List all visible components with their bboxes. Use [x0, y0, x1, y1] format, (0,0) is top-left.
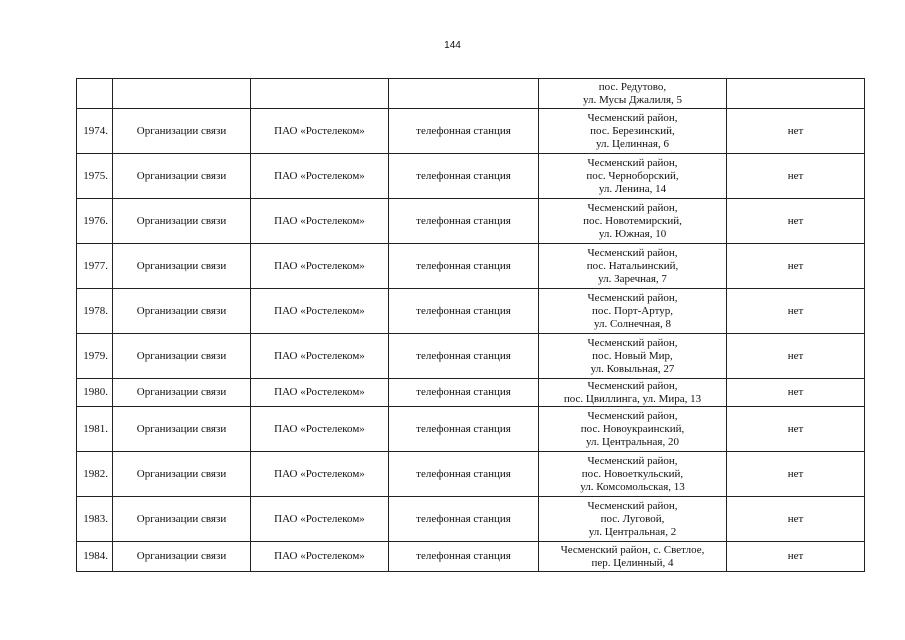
table-row	[77, 542, 865, 572]
address-cell	[539, 542, 727, 572]
row-number-cell: 1974.	[77, 109, 113, 154]
address-line: Чесменский район,	[587, 156, 678, 169]
address-line: ул. Ковыльная, 27	[590, 362, 675, 375]
category-cell	[113, 79, 251, 109]
table-row	[77, 289, 865, 334]
status-cell: нет	[727, 542, 865, 572]
organization-cell: ПАО «Ростелеком»	[251, 154, 389, 199]
address-cell	[539, 289, 727, 334]
object-type-cell: телефонная станция	[389, 109, 539, 154]
object-type-cell: телефонная станция	[389, 497, 539, 542]
status-cell: нет	[727, 154, 865, 199]
address-line: Чесменский район,	[587, 111, 678, 124]
table-row	[77, 244, 865, 289]
category-cell: Организации связи	[113, 542, 251, 572]
address-line: Чесменский район,	[587, 246, 678, 259]
category-cell: Организации связи	[113, 289, 251, 334]
address-line: пос. Новоеткульский,	[581, 467, 684, 480]
object-type-cell: телефонная станция	[389, 452, 539, 497]
object-type-cell: телефонная станция	[389, 199, 539, 244]
organization-cell	[251, 79, 389, 109]
address-cell	[539, 109, 727, 154]
address-line: ул. Мусы Джалиля, 5	[582, 93, 683, 106]
row-number-cell: 1977.	[77, 244, 113, 289]
address-cell	[539, 334, 727, 379]
table-row	[77, 407, 865, 452]
address-cell	[539, 452, 727, 497]
address-line: Чесменский район,	[587, 336, 678, 349]
address-cell	[539, 497, 727, 542]
table-row	[77, 79, 865, 109]
address-line: пос. Черноборский,	[586, 169, 679, 182]
organization-cell: ПАО «Ростелеком»	[251, 497, 389, 542]
address-cell	[539, 244, 727, 289]
address-line: ул. Южная, 10	[598, 227, 667, 240]
address-line: Чесменский район,	[587, 454, 678, 467]
category-cell: Организации связи	[113, 452, 251, 497]
address-line: пос. Новотемирский,	[583, 214, 682, 227]
address-cell	[539, 199, 727, 244]
address-line: Чесменский район, с. Светлое,	[560, 543, 705, 556]
table-row	[77, 334, 865, 379]
object-type-cell: телефонная станция	[389, 379, 539, 407]
category-cell: Организации связи	[113, 334, 251, 379]
address-cell	[539, 407, 727, 452]
table-row	[77, 379, 865, 407]
address-line: пос. Новый Мир,	[592, 349, 673, 362]
row-number-cell: 1984.	[77, 542, 113, 572]
category-cell: Организации связи	[113, 244, 251, 289]
object-type-cell: телефонная станция	[389, 244, 539, 289]
address-cell	[539, 154, 727, 199]
category-cell: Организации связи	[113, 497, 251, 542]
organization-cell: ПАО «Ростелеком»	[251, 199, 389, 244]
table-row	[77, 199, 865, 244]
organization-cell: ПАО «Ростелеком»	[251, 289, 389, 334]
row-number-cell: 1980.	[77, 379, 113, 407]
address-line: пос. Редутово,	[598, 80, 667, 93]
address-line: пос. Новоукраинский,	[580, 422, 685, 435]
status-cell: нет	[727, 379, 865, 407]
table-row	[77, 154, 865, 199]
organization-cell: ПАО «Ростелеком»	[251, 244, 389, 289]
table-row	[77, 452, 865, 497]
status-cell: нет	[727, 334, 865, 379]
organization-cell: ПАО «Ростелеком»	[251, 379, 389, 407]
address-line: пос. Березинский,	[590, 124, 675, 137]
address-line: Чесменский район,	[587, 291, 678, 304]
status-cell: нет	[727, 199, 865, 244]
address-line: Чесменский район,	[587, 409, 678, 422]
address-cell	[539, 79, 727, 109]
row-number-cell: 1981.	[77, 407, 113, 452]
organization-cell: ПАО «Ростелеком»	[251, 542, 389, 572]
row-number-cell: 1983.	[77, 497, 113, 542]
address-line: пер. Целинный, 4	[591, 556, 674, 569]
registry-table-body	[77, 79, 865, 572]
category-cell: Организации связи	[113, 379, 251, 407]
address-line: Чесменский район,	[587, 499, 678, 512]
address-line: ул. Комсомольская, 13	[580, 480, 685, 493]
object-type-cell: телефонная станция	[389, 407, 539, 452]
table-row	[77, 497, 865, 542]
category-cell: Организации связи	[113, 154, 251, 199]
organization-cell: ПАО «Ростелеком»	[251, 334, 389, 379]
status-cell: нет	[727, 289, 865, 334]
address-line: ул. Заречная, 7	[598, 272, 667, 285]
address-line: ул. Солнечная, 8	[593, 317, 672, 330]
category-cell: Организации связи	[113, 407, 251, 452]
address-line: ул. Центральная, 2	[588, 525, 677, 538]
row-number-cell: 1976.	[77, 199, 113, 244]
row-number-cell: 1982.	[77, 452, 113, 497]
address-line: пос. Луговой,	[600, 512, 665, 525]
row-number-cell: 1975.	[77, 154, 113, 199]
address-line: Чесменский район,	[587, 379, 678, 392]
address-line: пос. Натальинский,	[586, 259, 679, 272]
address-line: ул. Ленина, 14	[598, 182, 667, 195]
organization-cell: ПАО «Ростелеком»	[251, 452, 389, 497]
object-type-cell	[389, 79, 539, 109]
organization-cell: ПАО «Ростелеком»	[251, 407, 389, 452]
address-line: ул. Центральная, 20	[586, 435, 679, 448]
organization-cell: ПАО «Ростелеком»	[251, 109, 389, 154]
status-cell: нет	[727, 407, 865, 452]
page-number: 144	[444, 40, 461, 51]
status-cell: нет	[727, 452, 865, 497]
table-row	[77, 109, 865, 154]
row-number-cell: 1978.	[77, 289, 113, 334]
address-line: Чесменский район,	[587, 201, 678, 214]
row-number-cell	[77, 79, 113, 109]
row-number-cell: 1979.	[77, 334, 113, 379]
address-line: пос. Цвиллинга, ул. Мира, 13	[563, 392, 702, 405]
status-cell: нет	[727, 244, 865, 289]
object-type-cell: телефонная станция	[389, 154, 539, 199]
address-line: пос. Порт-Артур,	[591, 304, 674, 317]
object-type-cell: телефонная станция	[389, 289, 539, 334]
address-cell	[539, 379, 727, 407]
status-cell: нет	[727, 109, 865, 154]
object-type-cell: телефонная станция	[389, 334, 539, 379]
address-line: ул. Целинная, 6	[596, 137, 669, 150]
registry-table	[76, 78, 865, 572]
category-cell: Организации связи	[113, 109, 251, 154]
object-type-cell: телефонная станция	[389, 542, 539, 572]
category-cell: Организации связи	[113, 199, 251, 244]
status-cell	[727, 79, 865, 109]
status-cell: нет	[727, 497, 865, 542]
